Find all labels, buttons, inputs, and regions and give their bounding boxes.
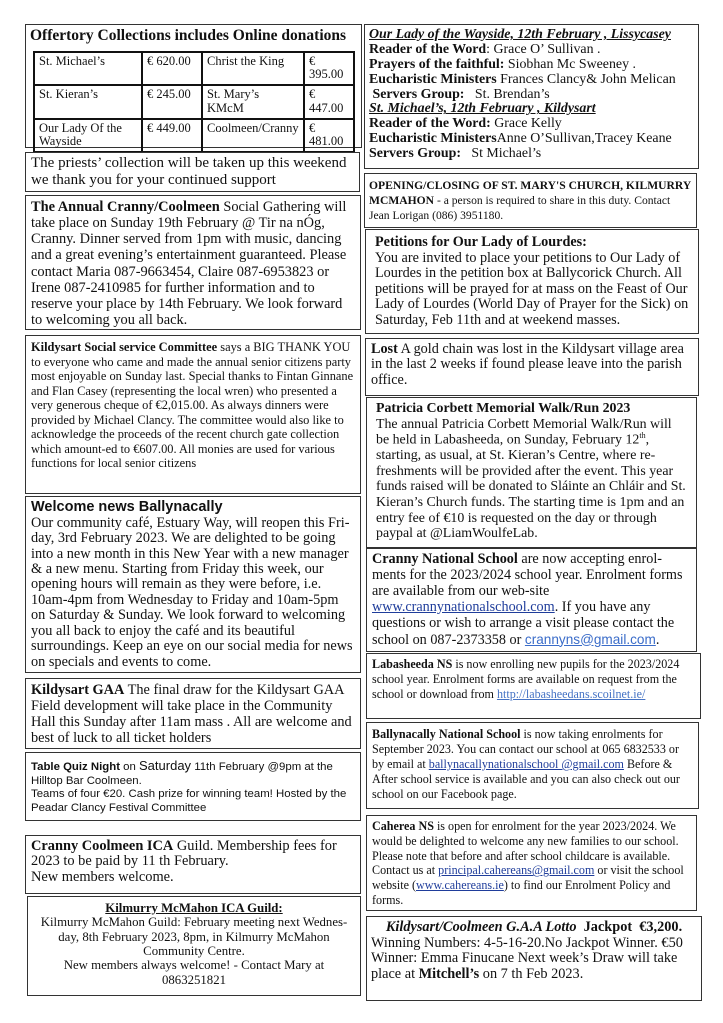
labasheeda-ns-text: is now enrolling new pupils for the 2023/2024 school year. Enrolment forms are available on request from the school or download from — [372, 657, 680, 701]
st-michaels-heading: St. Michael’s, 12th February , Kildysart — [369, 101, 596, 117]
rota-label: Servers Group: — [369, 86, 465, 102]
table-row — [34, 85, 354, 119]
rota-value: St Michael’s — [460, 146, 542, 161]
kilmurry-ica-box — [27, 896, 361, 996]
lotto-heading — [371, 920, 697, 936]
church-name: Coolmeen/Cranny — [202, 119, 304, 153]
lotto-venue: Mitchell’s — [418, 966, 480, 983]
ica-guild-title: Cranny Coolmeen ICA — [31, 838, 174, 854]
annual-gathering-title: The Annual Cranny/Coolmeen — [31, 199, 220, 215]
lost-text: A gold chain was lost in the Kildysart village area in the last 2 weeks if found please leave into the parish office. — [371, 341, 684, 388]
rota-value: : Grace O’ Sullivan . — [486, 41, 601, 57]
table-quiz-details: Teams of four €20. Cash prize for winning team! Hosted by the Peadar Clancy Festival Committee — [31, 788, 347, 815]
kilmurry-ica-contact: New members always welcome! - Contact Mary at 0863251821 — [63, 958, 325, 987]
caherea-ns-text-cont: or visit the school website ( — [372, 863, 684, 892]
petitions-text: You are invited to place your petitions to Our Lady of Lourdes in the petition box at Ballycorick Church. All petitions will be prayed for at mass on the Feast of Our Lady of Lourdes (World Day of Prayer for the Sick) on Saturday, Feb 11th and at weekend masses. — [375, 249, 689, 329]
rota-label: Eucharistic Ministers — [369, 71, 497, 87]
rota-value: Anne O’Sullivan,Tracey Keane — [496, 131, 672, 147]
church-name: Our Lady Of the Wayside — [34, 119, 142, 153]
social-committee-title: Kildysart Social service Committee — [31, 340, 218, 354]
church-name: St. Mary’s KMcM — [202, 85, 304, 119]
ballynacally-ns-title: Ballynacally National School — [372, 727, 521, 741]
rota-value: Siobhan Mc Sweeney . — [504, 56, 636, 72]
opening-closing-title: OPENING/CLOSING OF ST. MARY'S CHURCH, KILMURRY MCMAHON — [369, 179, 691, 208]
table-quiz-on: on — [120, 761, 140, 773]
ballynacally-ns-text: is now taking enrolments for September 2023. You can contact our school at 065 6832533 or by email at — [372, 727, 679, 771]
amount: € 245.00 — [142, 85, 202, 119]
annual-gathering-box — [25, 195, 361, 330]
opening-closing-text: - a person is required to share in this duty. Contact Jean Lorigan (086) 3951180. — [369, 194, 671, 223]
social-committee-box — [25, 335, 361, 494]
welcome-news-title: Welcome news Ballynacally — [31, 499, 223, 515]
rota-value: Frances Clancy& John Melican — [496, 71, 676, 87]
welcome-news-box — [25, 496, 361, 673]
lost-title: Lost — [371, 341, 398, 357]
cranny-ns-email-link[interactable]: crannyns@gmail.com — [524, 631, 656, 647]
rota-line — [369, 58, 694, 73]
priests-collection-box — [25, 152, 360, 192]
kilmurry-ica-title: Kilmurry McMahon ICA Guild: — [105, 901, 283, 915]
caherea-ns-email-link[interactable]: principal.cahereans@gmail.com — [438, 863, 595, 878]
church-name: Christ the King — [202, 52, 304, 86]
ballynacally-ns-email-link[interactable]: ballynacallynationalschool @gmail.com — [428, 756, 624, 771]
labasheeda-ns-box — [366, 653, 701, 719]
rota-label: Prayers of the faithful: — [369, 56, 505, 72]
ministry-rota-box — [364, 24, 699, 169]
table-quiz-title: Table Quiz Night — [31, 761, 121, 773]
ica-guild-text: Guild. Membership fees for 2023 to be paid by 11 th February. — [31, 838, 337, 870]
walk-run-text-cont: , starting, as usual, at St. Kieran’s Centre, where re-freshments will be provided after the event. This year funds raised will be donated to Sláinte an Chláir and St. Kieran’s Church funds. The starting time is 1pm and an entry fee of €10 is requested on the day or through paypal at @LiamWoulfeLab. — [376, 432, 686, 542]
caherea-ns-text: is open for enrolment for the year 2023/2024. We would be delighted to welcome any new families to our school. Please note that before and after school childcare is available. Contact us at — [372, 819, 679, 878]
amount: € 395.00 — [304, 52, 354, 86]
caherea-ns-website-link[interactable]: www.cahereans.ie — [416, 878, 504, 892]
kildysart-gaa-box — [25, 678, 361, 749]
petitions-box — [365, 229, 699, 334]
ica-guild-welcome: New members welcome. — [31, 868, 174, 885]
rota-label: Servers Group: — [369, 146, 461, 161]
lotto-title: Kildysart/Coolmeen G.A.A Lotto — [385, 919, 577, 935]
offertory-table — [33, 51, 355, 154]
walk-run-box — [366, 397, 697, 548]
rota-line — [369, 147, 694, 162]
cranny-ns-box — [366, 548, 697, 652]
rota-line — [369, 43, 694, 58]
table-quiz-text: 11th February @9pm at the Hilltop Bar Coolmeen. — [31, 761, 333, 787]
kildysart-gaa-title: Kildysart GAA — [31, 682, 125, 698]
rota-label: Reader of the Word: — [369, 116, 491, 132]
labasheeda-ns-link[interactable]: http://labasheedans.scoilnet.ie/ — [496, 686, 646, 701]
amount: € 447.00 — [304, 85, 354, 119]
offertory-box — [25, 24, 362, 148]
walk-run-sup: th — [639, 431, 646, 441]
rota-label: Eucharistic Ministers — [369, 131, 497, 147]
annual-gathering-text: Social Gathering will take place on Sunday 19th February @ Tir na nÓg, Cranny. Dinner served from 1pm with music, dancing and a great evening’s entertainment guaranteed. Please contact Maria 087-9663454, Claire 087-6953823 or Irene 087-2410985 for further information and to reserve your place by 14th February. We look forward to welcoming you all back. — [31, 199, 347, 328]
cranny-ns-text: are now accepting enrol-ments for the 2023/2024 school year. Enrolment forms are available from our web-site — [372, 551, 683, 599]
offertory-title: Offertory Collections includes Online donations — [30, 27, 347, 44]
lotto-text: Winning Numbers: 4-5-16-20.No Jackpot Winner. €50 Winner: Emma Finucane Next week’s Draw will take place at — [371, 934, 683, 983]
table-quiz-box — [25, 752, 361, 821]
cranny-ns-period: . — [655, 631, 660, 648]
ballynacally-ns-box — [366, 722, 699, 809]
social-committee-text: says a BIG THANK YOU to everyone who came and made the annual senior citizens party most enjoyable on Sunday last. Special thanks to Fintan Ginnane and Flan Casey (representing the local wren) who presented a very generous cheque of €2,015.00. As always dinners were provided by Michael Clancy. The committee would also like to acknowledge the proceeds of the recent church gate collection which amount-ed to €607.00. All monies are used for various functions for local senior citizens — [31, 340, 354, 470]
welcome-news-text: Our community café, Estuary Way, will reopen this Fri-day, 3rd February 2023. We are delighted to be going into a new month in this New Year with a new manager & a new menu. Starting from Friday this week, our opening hours will remain as they were before, i.e. 10am-4pm from Wednesday to Friday and 10am-5pm on Saturday & Sunday. We look forward to welcoming you all back to enjoy the café and its beautiful surroundings. Keep an eye on our social media for news on specials and events to come. — [31, 514, 353, 670]
petitions-title: Petitions for Our Lady of Lourdes: — [375, 234, 587, 250]
rota-line — [369, 88, 694, 103]
labasheeda-ns-title: Labasheeda NS — [372, 657, 453, 671]
cranny-ns-website-link[interactable]: www.crannynationalschool.com — [372, 598, 555, 615]
rota-label: Reader of the Word — [369, 41, 487, 57]
lost-box — [365, 338, 699, 396]
caherea-ns-box — [366, 815, 697, 911]
walk-run-text: The annual Patricia Corbett Memorial Walk/Run will be held in Labasheeda, on Sunday, February 12 — [376, 416, 672, 448]
ballynacally-ns-text-cont: Before & After school service is available and you can also check out our school on our Facebook page. — [372, 756, 680, 801]
rota-line — [369, 132, 694, 147]
priests-collection-text: The priests’ collection will be taken up this weekend we thank you for your continued support — [31, 155, 347, 188]
amount: € 481.00 — [304, 119, 354, 153]
kilmurry-ica-text: Kilmurry McMahon Guild: February meeting next Wednes-day, 8th February 2023, 8pm, in Kilmurry McMahon Community Centre. — [40, 915, 348, 958]
church-name: St. Kieran’s — [34, 85, 142, 119]
caherea-ns-title: Caherea NS — [372, 819, 434, 833]
table-row — [34, 119, 354, 153]
kildysart-gaa-text: The final draw for the Kildysart GAA Field development will take place in the Community Hall this Sunday after 11am mass . All are welcome and best of luck to all ticket holders — [31, 682, 352, 746]
cranny-ns-text-cont: . If you have any questions or wish to arrange a visit please contact the school on 087-2373358 or — [372, 598, 675, 648]
amount: € 620.00 — [142, 52, 202, 86]
opening-closing-box — [364, 173, 697, 228]
amount: € 449.00 — [142, 119, 202, 153]
lotto-box — [366, 916, 702, 1001]
wayside-heading: Our Lady of the Wayside, 12th February , Lissycasey — [369, 27, 671, 42]
ica-guild-box — [25, 835, 361, 894]
rota-line — [369, 73, 694, 88]
rota-value: St. Brendan’s — [464, 86, 550, 102]
rota-line — [369, 117, 694, 132]
rota-value: Grace Kelly — [490, 116, 562, 132]
table-quiz-day: Saturday — [139, 758, 192, 773]
lotto-jackpot: Jackpot €3,200. — [576, 919, 683, 935]
cranny-ns-title: Cranny National School — [372, 551, 518, 567]
table-row — [34, 52, 354, 86]
church-name: St. Michael’s — [34, 52, 142, 86]
caherea-ns-text-end: ) to find our Enrolment Policy and forms. — [372, 878, 671, 907]
lotto-date: on 7 th Feb 2023. — [479, 966, 584, 983]
walk-run-title: Patricia Corbett Memorial Walk/Run 2023 — [376, 401, 631, 416]
